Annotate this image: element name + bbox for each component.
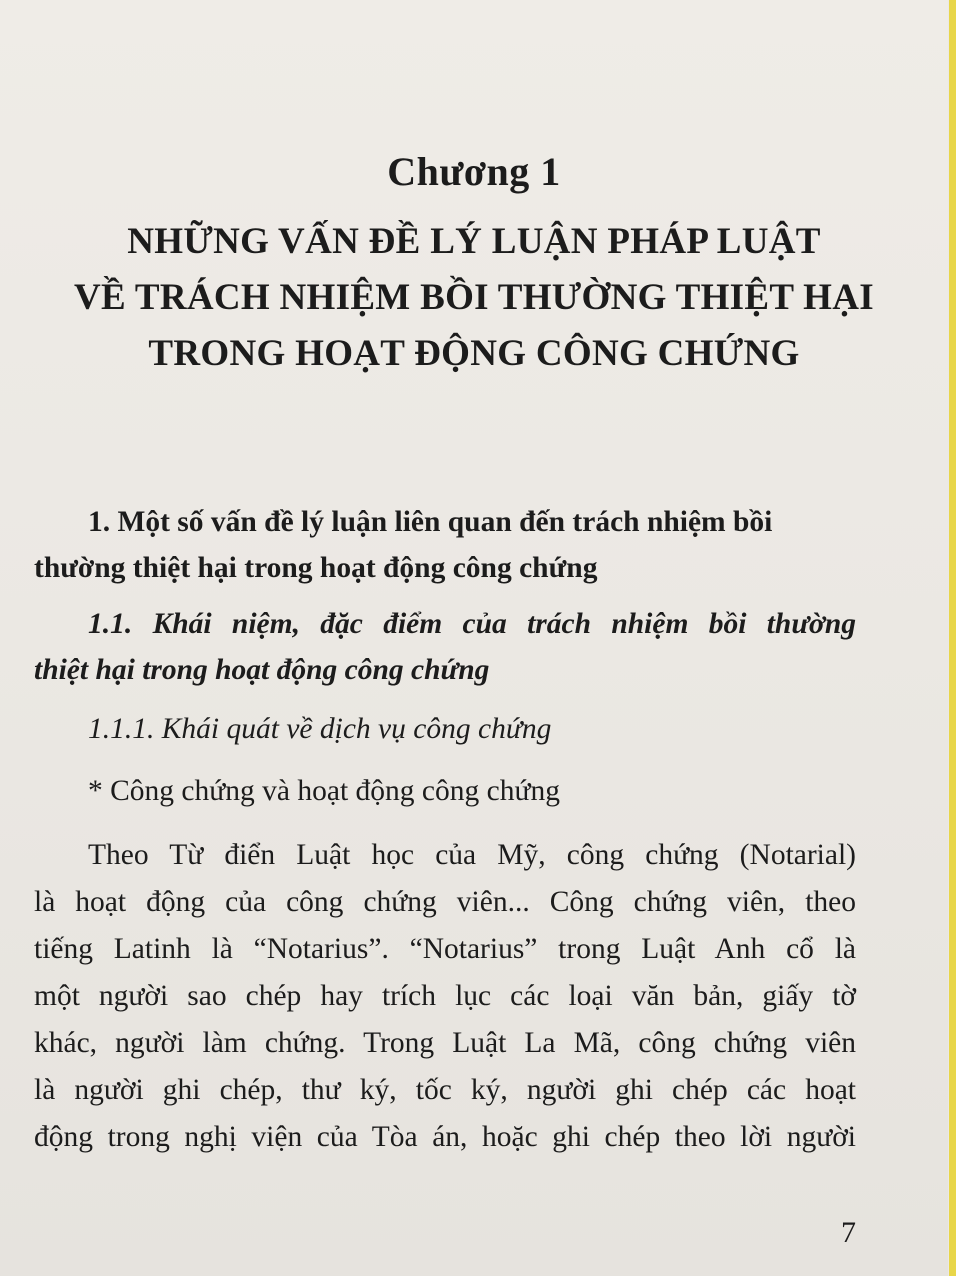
paragraph-line: tiếng Latinh là “Notarius”. “Notarius” trong Luật Anh cổ là: [34, 933, 856, 965]
chapter-title-line: NHỮNG VẤN ĐỀ LÝ LUẬN PHÁP LUẬT: [127, 221, 821, 262]
paragraph-line: là người ghi chép, thư ký, tốc ký, người ghi chép các hoạt: [34, 1074, 856, 1106]
section-heading-1-1-line1: 1.1. Khái niệm, đặc điểm của trách nhiệm bồi thường: [88, 608, 856, 640]
paragraph-line: Theo Từ điển Luật học của Mỹ, công chứng (Notarial): [88, 839, 856, 871]
chapter-label: Chương 1: [387, 149, 561, 194]
chapter-title: [0, 214, 948, 382]
paragraph-line: một người sao chép hay trích lục các loại văn bản, giấy tờ: [34, 980, 856, 1012]
section-heading-1-line1: 1. Một số vấn đề lý luận liên quan đến trách nhiệm bồi: [88, 506, 773, 538]
section-heading-1-1-1: 1.1.1. Khái quát về dịch vụ công chứng: [88, 713, 552, 745]
page-edge: [949, 0, 956, 1276]
paragraph-line: động trong nghị viện của Tòa án, hoặc ghi chép theo lời người: [34, 1121, 856, 1153]
paragraph-line: là hoạt động của công chứng viên... Công chứng viên, theo: [34, 886, 856, 918]
bullet-heading: * Công chứng và hoạt động công chứng: [88, 775, 560, 807]
page-number: 7: [841, 1216, 856, 1249]
chapter-title-line: TRONG HOẠT ĐỘNG CÔNG CHỨNG: [148, 333, 800, 374]
paragraph-line: khác, người làm chứng. Trong Luật La Mã, công chứng viên: [34, 1027, 856, 1059]
section-heading-1-line2: thường thiệt hại trong hoạt động công chứng: [34, 552, 598, 584]
chapter-title-line: VỀ TRÁCH NHIỆM BỒI THƯỜNG THIỆT HẠI: [73, 277, 874, 318]
section-heading-1-1-line2: thiệt hại trong hoạt động công chứng: [34, 654, 490, 686]
